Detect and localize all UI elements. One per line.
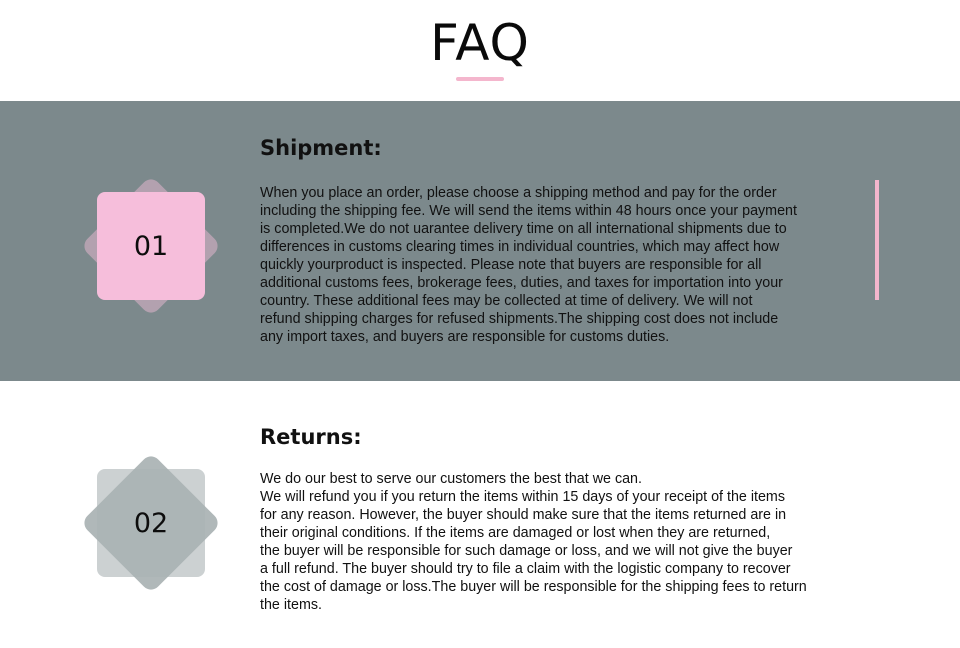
title-underline xyxy=(456,77,504,81)
faq-section-shipment xyxy=(0,101,960,381)
faq-section-returns xyxy=(0,381,960,648)
number-badge-01 xyxy=(78,173,224,319)
page-title: FAQ xyxy=(430,14,530,72)
section-body-text: When you place an order, please choose a shipping method and pay for the order including the shipping fee. We will send the items within 48 hours once your payment is completed.We do not uarantee delivery time on all international shipments due to differences in customs clearing times in individual countries, which may affect how quickly yourproduct is inspected. Please note that buyers are responsible for all additional customs fees, brokerage fees, duties, and taxes for importation into your country. These additional fees may be collected at time of delivery. We will not refund shipping charges for refused shipments.The shipping cost does not include any import taxes, and buyers are responsible for customs duties. xyxy=(260,185,797,345)
number-badge-02 xyxy=(78,450,224,596)
section-heading: Shipment: xyxy=(260,136,382,160)
section-heading: Returns: xyxy=(260,425,362,449)
badge-number: 01 xyxy=(133,230,169,262)
accent-bar xyxy=(875,180,879,300)
faq-header xyxy=(0,0,960,101)
section-body-text: We do our best to serve our customers the best that we can. We will refund you if you return the items within 15 days of your receipt of the items for any reason. However, the buyer should make sure that the items returned are in their original conditions. If the items are damaged or lost when they are returned, the buyer will be responsible for such damage or loss, and we will not give the buyer a full refund. The buyer should try to file a claim with the logistic company to recover the cost of damage or loss.The buyer will be responsible for the shipping fees to return the items. xyxy=(260,471,807,613)
badge-number: 02 xyxy=(133,507,169,539)
